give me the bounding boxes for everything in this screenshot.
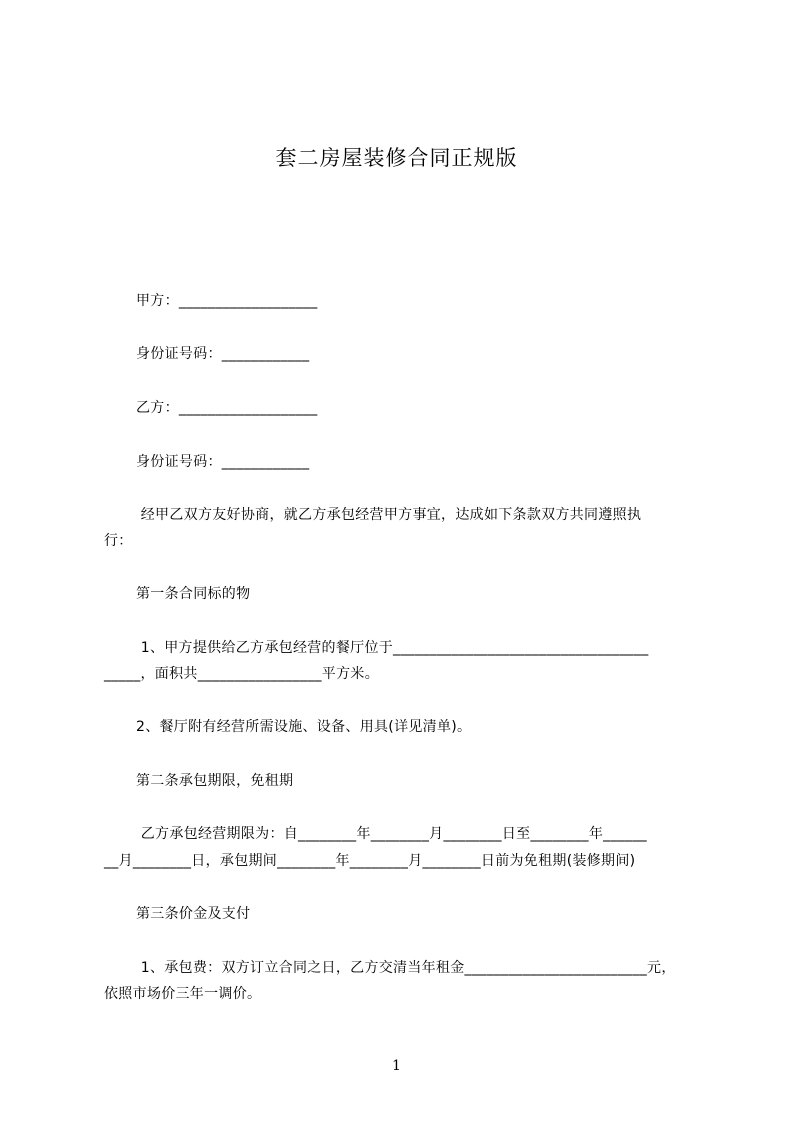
article-1-clause-1-line-2: _____，面积共_________________平方米。 [104,666,379,682]
party-b-id-line: 身份证号码：____________ [136,454,310,470]
party-a-id-line: 身份证号码：____________ [136,346,310,362]
article-2-heading: 第二条承包期限，免租期 [136,773,294,789]
party-a-line: 甲方：___________________ [136,293,318,309]
article-2-line-2: __月________日，承包期间________年________月________日前为免租期(装修期间) [104,853,636,869]
article-3-clause-1-line-1: 1、承包费：双方订立合同之日，乙方交清当年租金_________________________元， [136,960,676,976]
article-1-clause-2: 2、餐厅附有经营所需设施、设备、用具(详见清单)。 [136,719,472,735]
article-3-clause-1-line-2: 依照市场价三年一调价。 [104,986,262,1002]
article-1-heading: 第一条合同标的物 [136,586,251,602]
article-3-heading: 第三条价金及支付 [136,906,251,922]
article-2-line-1: 乙方承包经营期限为：自________年________月________日至________年______ [136,826,647,842]
page-number: 1 [392,1058,401,1074]
preamble-line-1: 经甲乙双方友好协商，就乙方承包经营甲方事宜，达成如下条款双方共同遵照执 [136,507,642,523]
preamble-line-2: 行： [104,533,133,549]
document-title: 套二房屋装修合同正规版 [275,146,518,170]
party-b-line: 乙方：___________________ [136,400,318,416]
article-1-clause-1-line-1: 1、甲方提供给乙方承包经营的餐厅位于___________________________________ [136,640,649,656]
